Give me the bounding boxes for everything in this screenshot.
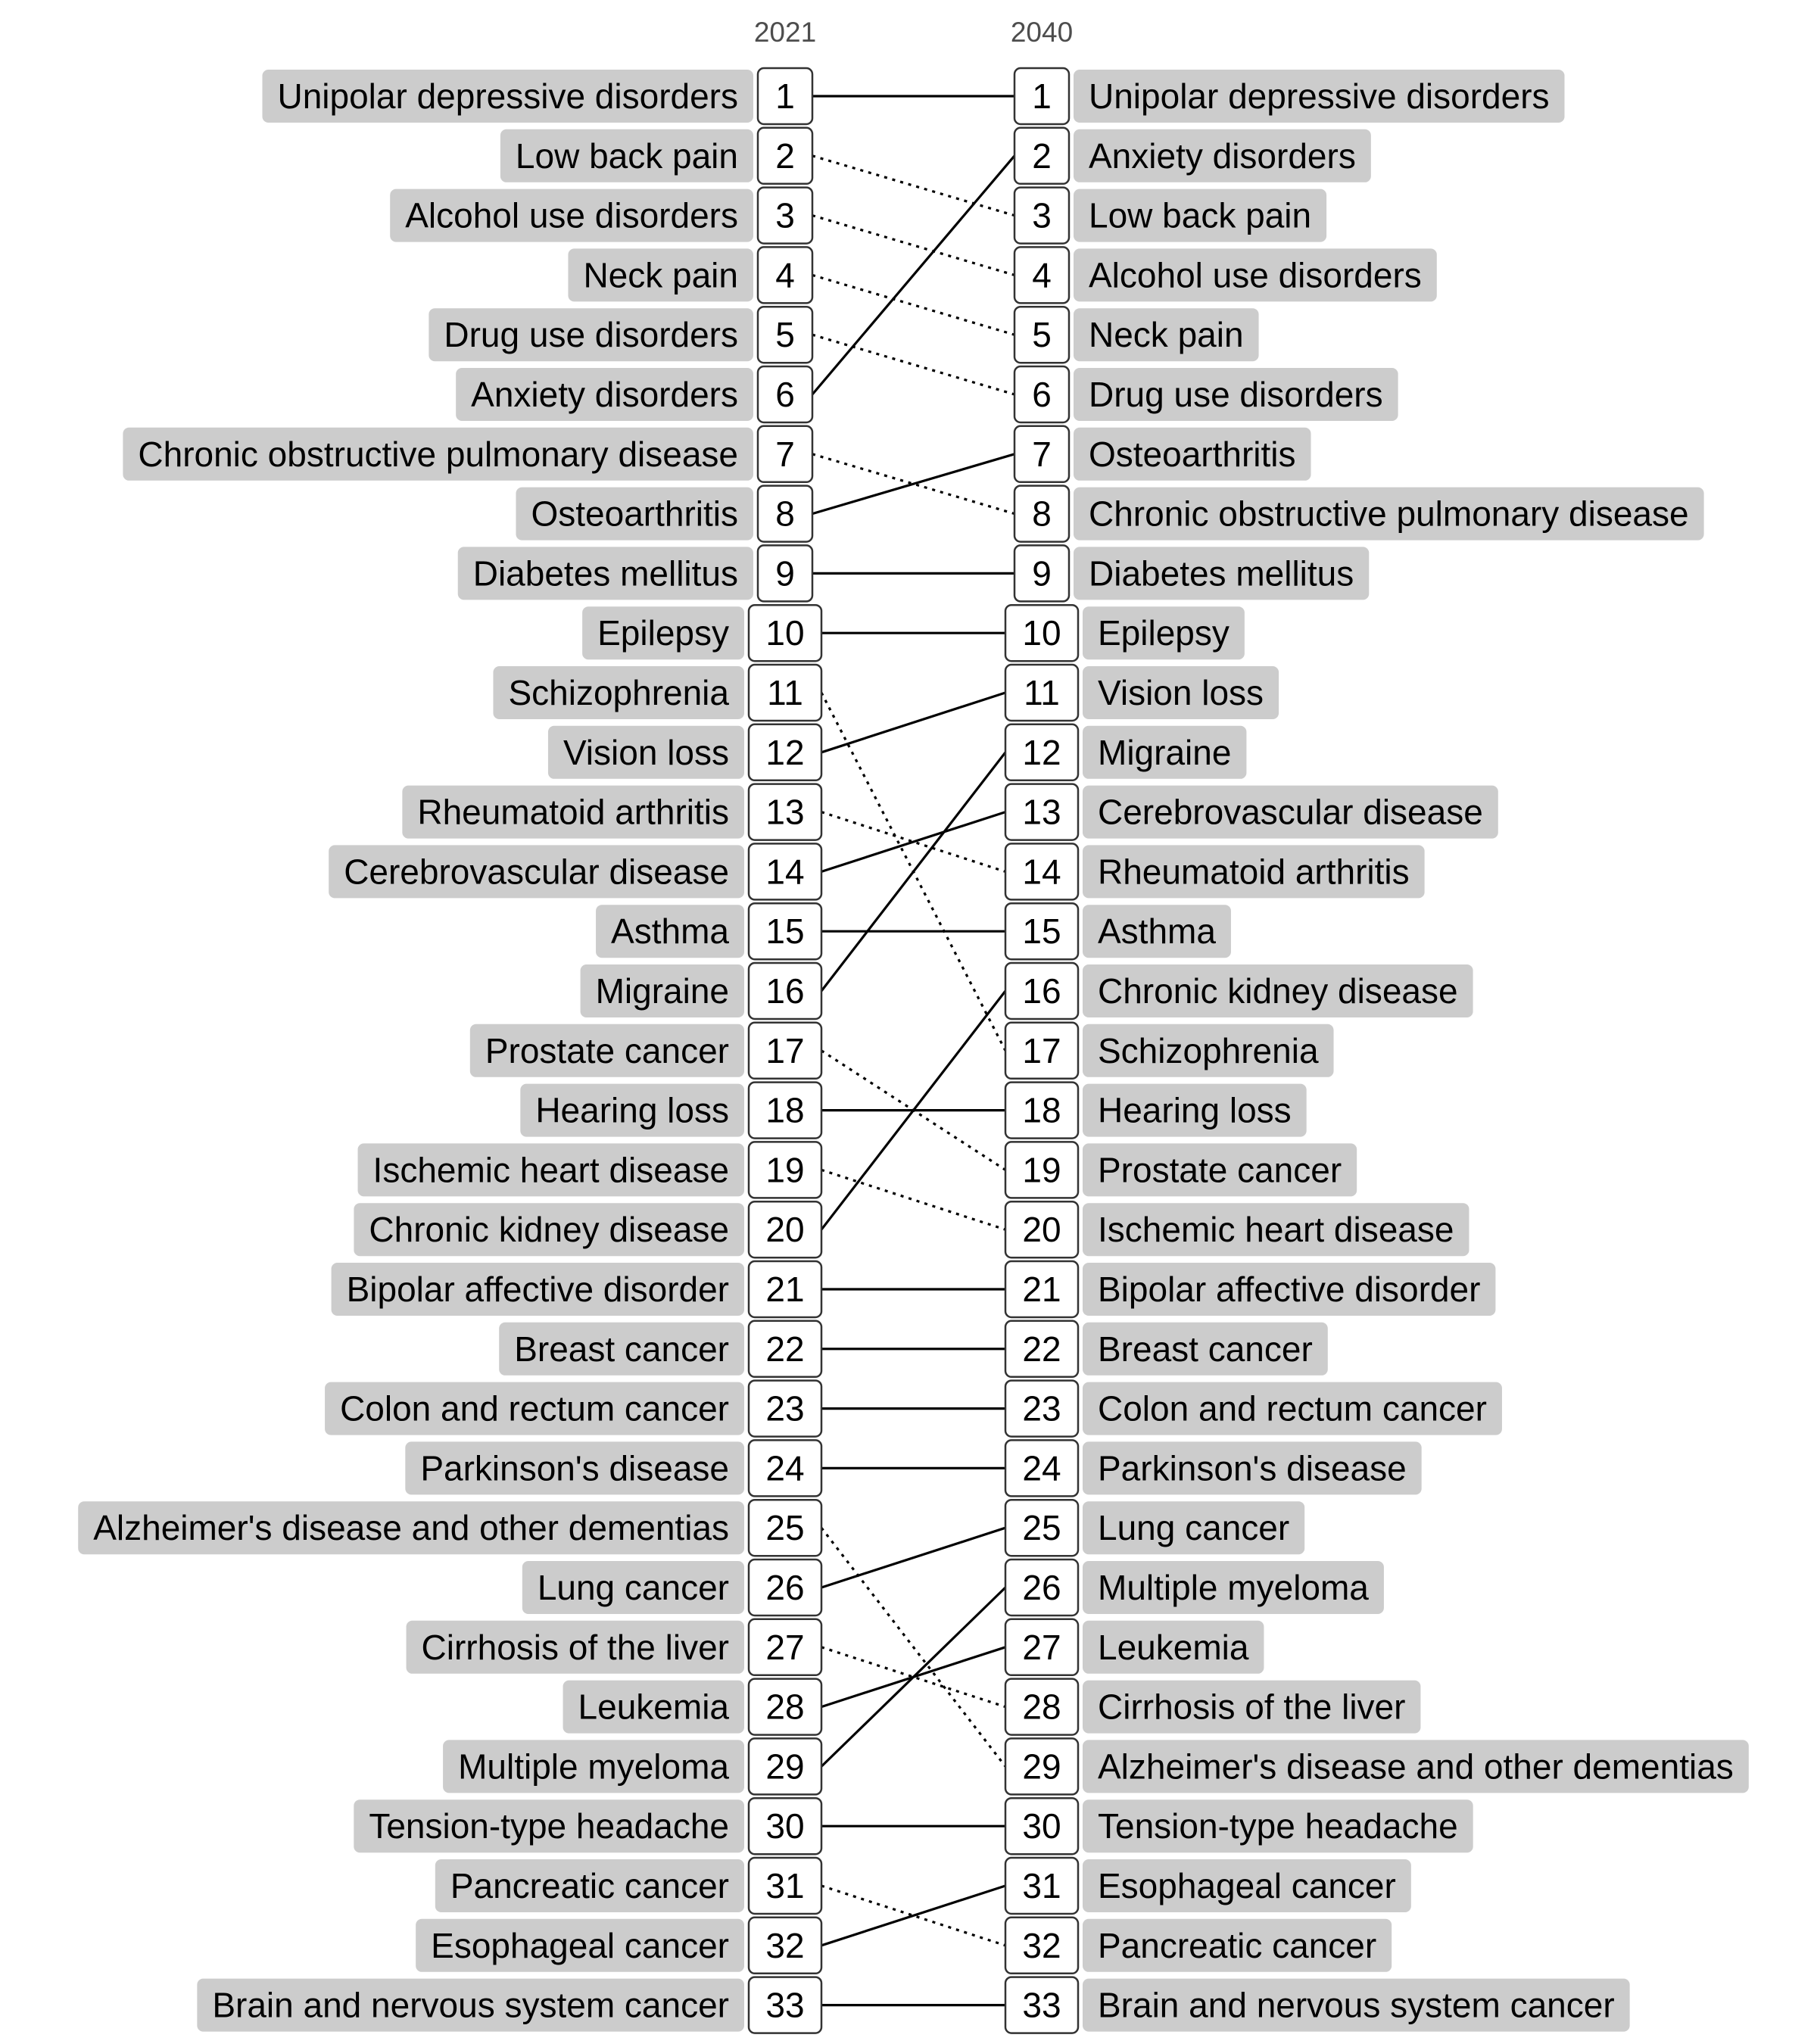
right-disease-label: Bipolar affective disorder bbox=[1098, 1270, 1481, 1309]
right-rank-number: 30 bbox=[1022, 1806, 1061, 1846]
rank-line-6-to-2 bbox=[812, 156, 1014, 394]
left-disease-label: Unipolar depressive disorders bbox=[277, 76, 738, 116]
left-disease-label: Prostate cancer bbox=[485, 1030, 729, 1070]
right-disease-label: Colon and rectum cancer bbox=[1098, 1388, 1487, 1429]
left-disease-label: Parkinson's disease bbox=[420, 1448, 729, 1488]
rank-line-3-to-4 bbox=[812, 216, 1014, 276]
right-rank-number: 25 bbox=[1022, 1508, 1061, 1548]
right-rank-number: 8 bbox=[1032, 494, 1052, 534]
left-rank-number: 19 bbox=[765, 1150, 805, 1190]
right-disease-label: Ischemic heart disease bbox=[1098, 1210, 1454, 1250]
right-rank-number: 13 bbox=[1022, 792, 1061, 832]
rank-line-4-to-5 bbox=[812, 275, 1014, 335]
rank-line-2-to-3 bbox=[812, 156, 1014, 216]
left-disease-label: Bipolar affective disorder bbox=[346, 1270, 729, 1309]
left-disease-label: Breast cancer bbox=[514, 1329, 729, 1369]
rank-line-14-to-13 bbox=[821, 812, 1005, 872]
left-disease-label: Pancreatic cancer bbox=[450, 1866, 729, 1905]
right-disease-label: Pancreatic cancer bbox=[1098, 1925, 1377, 1965]
right-rank-number: 27 bbox=[1022, 1627, 1061, 1667]
right-rank-number: 22 bbox=[1022, 1329, 1061, 1369]
right-disease-label: Schizophrenia bbox=[1098, 1030, 1319, 1070]
left-rank-number: 28 bbox=[765, 1687, 805, 1727]
left-disease-label: Ischemic heart disease bbox=[372, 1150, 729, 1190]
right-disease-label: Prostate cancer bbox=[1098, 1150, 1342, 1190]
column-2040 bbox=[1005, 68, 1749, 2033]
right-rank-number: 10 bbox=[1022, 613, 1061, 653]
left-disease-label: Vision loss bbox=[563, 732, 729, 772]
right-disease-label: Lung cancer bbox=[1098, 1508, 1290, 1548]
rank-change-lines bbox=[812, 96, 1014, 2005]
right-rank-number: 20 bbox=[1022, 1210, 1061, 1250]
right-disease-label: Anxiety disorders bbox=[1089, 136, 1356, 176]
rank-line-29-to-26 bbox=[821, 1588, 1005, 1766]
left-disease-label: Alcohol use disorders bbox=[405, 195, 738, 235]
right-disease-label: Chronic kidney disease bbox=[1098, 971, 1458, 1011]
left-rank-number: 21 bbox=[765, 1270, 805, 1309]
rank-line-25-to-29 bbox=[821, 1528, 1005, 1766]
left-disease-label: Epilepsy bbox=[597, 613, 729, 653]
left-rank-number: 1 bbox=[775, 76, 795, 116]
left-disease-label: Migraine bbox=[595, 971, 729, 1011]
left-rank-number: 29 bbox=[765, 1746, 805, 1787]
right-disease-label: Alcohol use disorders bbox=[1089, 255, 1422, 295]
left-disease-label: Anxiety disorders bbox=[471, 375, 738, 414]
right-disease-label: Vision loss bbox=[1098, 673, 1264, 712]
right-disease-label: Cerebrovascular disease bbox=[1098, 792, 1483, 832]
left-disease-label: Rheumatoid arthritis bbox=[417, 792, 729, 832]
right-rank-number: 12 bbox=[1022, 732, 1061, 772]
left-rank-number: 26 bbox=[765, 1568, 805, 1607]
right-rank-number: 26 bbox=[1022, 1568, 1061, 1607]
right-disease-label: Hearing loss bbox=[1098, 1090, 1292, 1130]
right-disease-label: Asthma bbox=[1098, 911, 1216, 952]
right-rank-number: 31 bbox=[1022, 1866, 1061, 1905]
right-rank-number: 2 bbox=[1032, 136, 1052, 176]
right-rank-number: 3 bbox=[1032, 195, 1052, 235]
left-rank-number: 14 bbox=[765, 852, 805, 892]
right-disease-label: Parkinson's disease bbox=[1098, 1448, 1407, 1488]
column-2021 bbox=[78, 68, 821, 2033]
left-disease-label: Leukemia bbox=[578, 1687, 729, 1727]
rank-line-19-to-20 bbox=[821, 1170, 1005, 1229]
left-disease-label: Cirrhosis of the liver bbox=[421, 1627, 729, 1667]
right-rank-number: 24 bbox=[1022, 1448, 1061, 1488]
left-disease-label: Diabetes mellitus bbox=[472, 553, 738, 594]
year-2021-header: 2021 bbox=[753, 17, 817, 48]
left-rank-number: 12 bbox=[765, 732, 805, 772]
left-disease-label: Chronic kidney disease bbox=[369, 1210, 729, 1250]
left-disease-label: Asthma bbox=[611, 911, 729, 952]
rank-line-26-to-25 bbox=[821, 1528, 1005, 1588]
left-disease-label: Lung cancer bbox=[537, 1568, 729, 1607]
right-disease-label: Rheumatoid arthritis bbox=[1098, 852, 1410, 892]
left-disease-label: Low back pain bbox=[515, 136, 738, 176]
right-disease-label: Osteoarthritis bbox=[1089, 434, 1296, 474]
right-disease-label: Leukemia bbox=[1098, 1627, 1249, 1667]
right-disease-label: Migraine bbox=[1098, 732, 1232, 772]
left-rank-number: 5 bbox=[775, 315, 795, 355]
left-rank-number: 3 bbox=[775, 195, 795, 235]
left-disease-label: Multiple myeloma bbox=[458, 1746, 729, 1787]
right-rank-number: 32 bbox=[1022, 1925, 1061, 1965]
left-rank-number: 4 bbox=[775, 255, 795, 295]
rank-line-5-to-6 bbox=[812, 335, 1014, 394]
right-rank-number: 18 bbox=[1022, 1090, 1061, 1130]
left-rank-number: 32 bbox=[765, 1925, 805, 1965]
right-rank-number: 4 bbox=[1032, 255, 1052, 295]
left-rank-number: 23 bbox=[765, 1388, 805, 1429]
rank-line-32-to-31 bbox=[821, 1886, 1005, 1946]
right-rank-number: 21 bbox=[1022, 1270, 1061, 1309]
right-rank-number: 19 bbox=[1022, 1150, 1061, 1190]
right-disease-label: Drug use disorders bbox=[1089, 375, 1383, 414]
right-rank-number: 9 bbox=[1032, 553, 1052, 594]
left-disease-label: Hearing loss bbox=[535, 1090, 729, 1130]
right-disease-label: Breast cancer bbox=[1098, 1329, 1313, 1369]
left-rank-number: 13 bbox=[765, 792, 805, 832]
right-rank-number: 11 bbox=[1024, 673, 1060, 712]
right-rank-number: 28 bbox=[1022, 1687, 1061, 1727]
right-disease-label: Multiple myeloma bbox=[1098, 1568, 1369, 1607]
right-rank-number: 1 bbox=[1032, 76, 1052, 116]
rank-line-12-to-11 bbox=[821, 693, 1005, 752]
left-rank-number: 10 bbox=[765, 613, 805, 653]
right-disease-label: Chronic obstructive pulmonary disease bbox=[1089, 494, 1689, 534]
left-rank-number: 31 bbox=[765, 1866, 805, 1905]
left-rank-number: 15 bbox=[765, 911, 805, 952]
left-rank-number: 22 bbox=[765, 1329, 805, 1369]
left-disease-label: Osteoarthritis bbox=[531, 494, 738, 534]
right-disease-label: Tension-type headache bbox=[1098, 1806, 1458, 1846]
right-rank-number: 33 bbox=[1022, 1985, 1061, 2025]
right-disease-label: Neck pain bbox=[1089, 315, 1244, 355]
left-rank-number: 2 bbox=[775, 136, 795, 176]
right-disease-label: Brain and nervous system cancer bbox=[1098, 1985, 1615, 2025]
left-rank-number: 24 bbox=[765, 1448, 805, 1488]
left-disease-label: Chronic obstructive pulmonary disease bbox=[138, 434, 738, 474]
left-rank-number: 20 bbox=[765, 1210, 805, 1250]
right-disease-label: Esophageal cancer bbox=[1098, 1866, 1396, 1905]
left-rank-number: 16 bbox=[765, 971, 805, 1011]
right-rank-number: 16 bbox=[1022, 971, 1061, 1011]
right-rank-number: 29 bbox=[1022, 1746, 1061, 1787]
left-rank-number: 25 bbox=[765, 1508, 805, 1548]
right-disease-label: Epilepsy bbox=[1098, 613, 1230, 653]
left-rank-number: 17 bbox=[765, 1030, 805, 1070]
left-rank-number: 9 bbox=[775, 553, 795, 594]
left-disease-label: Tension-type headache bbox=[369, 1806, 729, 1846]
left-rank-number: 27 bbox=[765, 1627, 805, 1667]
right-disease-label: Diabetes mellitus bbox=[1089, 553, 1354, 594]
left-rank-number: 33 bbox=[765, 1985, 805, 2025]
right-rank-number: 17 bbox=[1022, 1030, 1061, 1070]
right-rank-number: 15 bbox=[1022, 911, 1061, 952]
left-rank-number: 11 bbox=[767, 673, 803, 712]
left-disease-label: Esophageal cancer bbox=[431, 1925, 729, 1965]
right-disease-label: Low back pain bbox=[1089, 195, 1312, 235]
left-disease-label: Colon and rectum cancer bbox=[340, 1388, 729, 1429]
left-rank-number: 6 bbox=[775, 375, 795, 414]
left-rank-number: 18 bbox=[765, 1090, 805, 1130]
year-2040-header: 2040 bbox=[1010, 17, 1074, 48]
left-disease-label: Drug use disorders bbox=[444, 315, 738, 355]
right-disease-label: Cirrhosis of the liver bbox=[1098, 1687, 1406, 1727]
right-rank-number: 14 bbox=[1022, 852, 1061, 892]
right-rank-number: 6 bbox=[1032, 375, 1052, 414]
left-disease-label: Alzheimer's disease and other dementias bbox=[93, 1508, 729, 1548]
left-disease-label: Schizophrenia bbox=[508, 673, 729, 712]
left-rank-number: 8 bbox=[775, 494, 795, 534]
left-disease-label: Brain and nervous system cancer bbox=[212, 1985, 729, 2025]
right-disease-label: Alzheimer's disease and other dementias bbox=[1098, 1746, 1734, 1787]
right-rank-number: 7 bbox=[1032, 434, 1052, 474]
right-rank-number: 5 bbox=[1032, 315, 1052, 355]
left-disease-label: Cerebrovascular disease bbox=[344, 852, 729, 892]
left-disease-label: Neck pain bbox=[583, 255, 738, 295]
left-rank-number: 7 bbox=[775, 434, 795, 474]
rank-line-16-to-12 bbox=[821, 752, 1005, 991]
left-rank-number: 30 bbox=[765, 1806, 805, 1846]
right-disease-label: Unipolar depressive disorders bbox=[1089, 76, 1550, 116]
right-rank-number: 23 bbox=[1022, 1388, 1061, 1429]
